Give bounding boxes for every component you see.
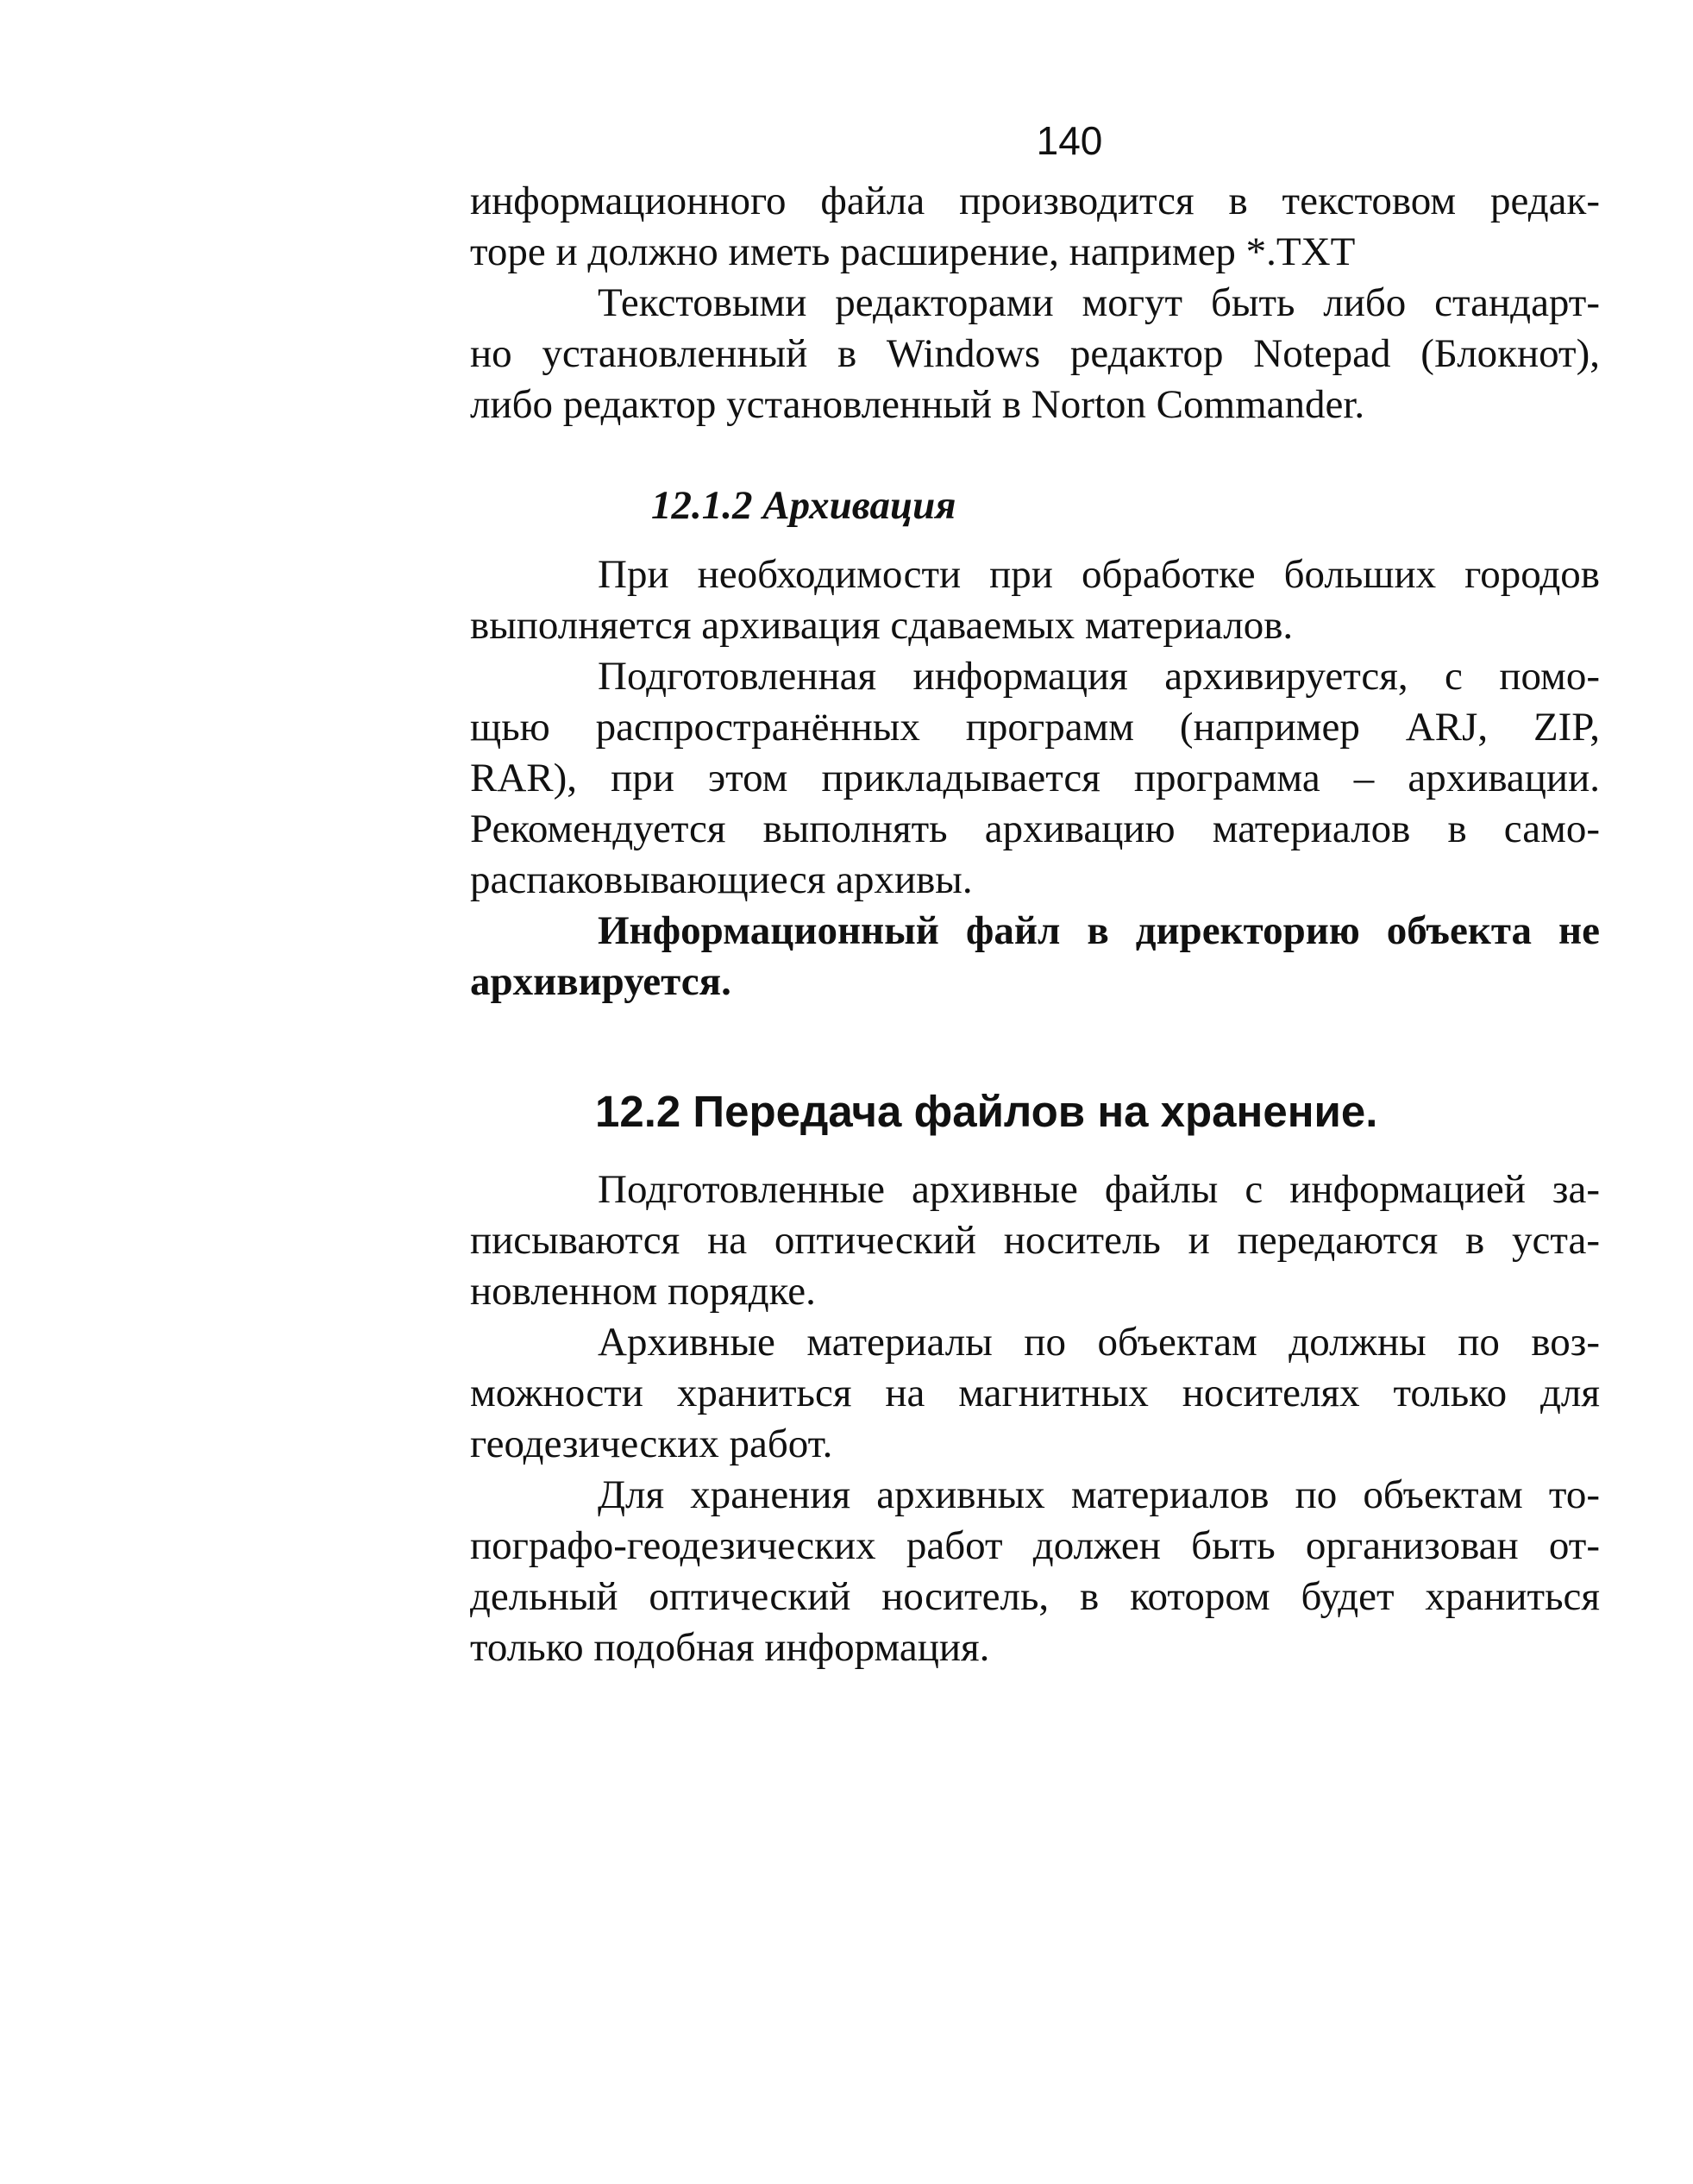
archiving-paragraph-1: [470, 549, 1600, 651]
section-heading: 12.2 Передача файлов на хранение.: [595, 1087, 1378, 1136]
text-line: новленном порядке.: [470, 1269, 816, 1314]
intro-paragraph: [470, 176, 1600, 278]
storage-paragraph-2: [470, 1317, 1600, 1470]
text-line: архивируется.: [470, 959, 731, 1004]
text-line: Рекомендуется выполнять архивацию материалов в само-: [470, 806, 1600, 851]
text-line: щью распространённых программ (например ARJ, ZIP,: [470, 705, 1600, 750]
text-line: пографо-геодезических работ должен быть организован от-: [470, 1523, 1600, 1568]
text-line: Подготовленные архивные файлы с информацией за-: [598, 1167, 1600, 1212]
text-line: выполняется архивация сдаваемых материалов.: [470, 603, 1294, 648]
subsection-heading: 12.1.2 Архивация: [651, 483, 956, 528]
text-line: информационного файла производится в текстовом редак-: [470, 179, 1600, 223]
text-line: можности храниться на магнитных носителях только для: [470, 1371, 1600, 1415]
storage-paragraph-3: [470, 1470, 1600, 1673]
text-line: писываются на оптический носитель и передаются в уста-: [470, 1218, 1600, 1263]
archive-note: [470, 906, 1600, 1007]
text-line: только подобная информация.: [470, 1625, 990, 1670]
text-line: но установленный в Windows редактор Notepad (Блокнот),: [470, 331, 1600, 376]
storage-paragraph-1: [470, 1164, 1600, 1317]
text-line: Информационный файл в директорию объекта не: [598, 908, 1600, 953]
text-line: дельный оптический носитель, в котором будет храниться: [470, 1574, 1600, 1619]
text-line: Архивные материалы по объектам должны по воз-: [598, 1320, 1600, 1365]
page-number: 140: [1036, 118, 1103, 163]
text-line: распаковывающиеся архивы.: [470, 857, 973, 902]
editors-paragraph: [470, 278, 1600, 430]
text-line: геодезических работ.: [470, 1421, 833, 1466]
text-line: торе и должно иметь расширение, например *.TXT: [470, 229, 1356, 274]
text-line: RAR), при этом прикладывается программа – архивации.: [470, 756, 1600, 800]
text-line: При необходимости при обработке больших городов: [598, 552, 1600, 597]
text-line: Подготовленная информация архивируется, с помо-: [598, 654, 1600, 699]
text-line: либо редактор установленный в Norton Commander.: [470, 382, 1365, 427]
archiving-paragraph-2: [470, 651, 1600, 906]
text-line: Для хранения архивных материалов по объектам то-: [598, 1472, 1600, 1517]
text-line: Текстовыми редакторами могут быть либо стандарт-: [598, 280, 1600, 325]
